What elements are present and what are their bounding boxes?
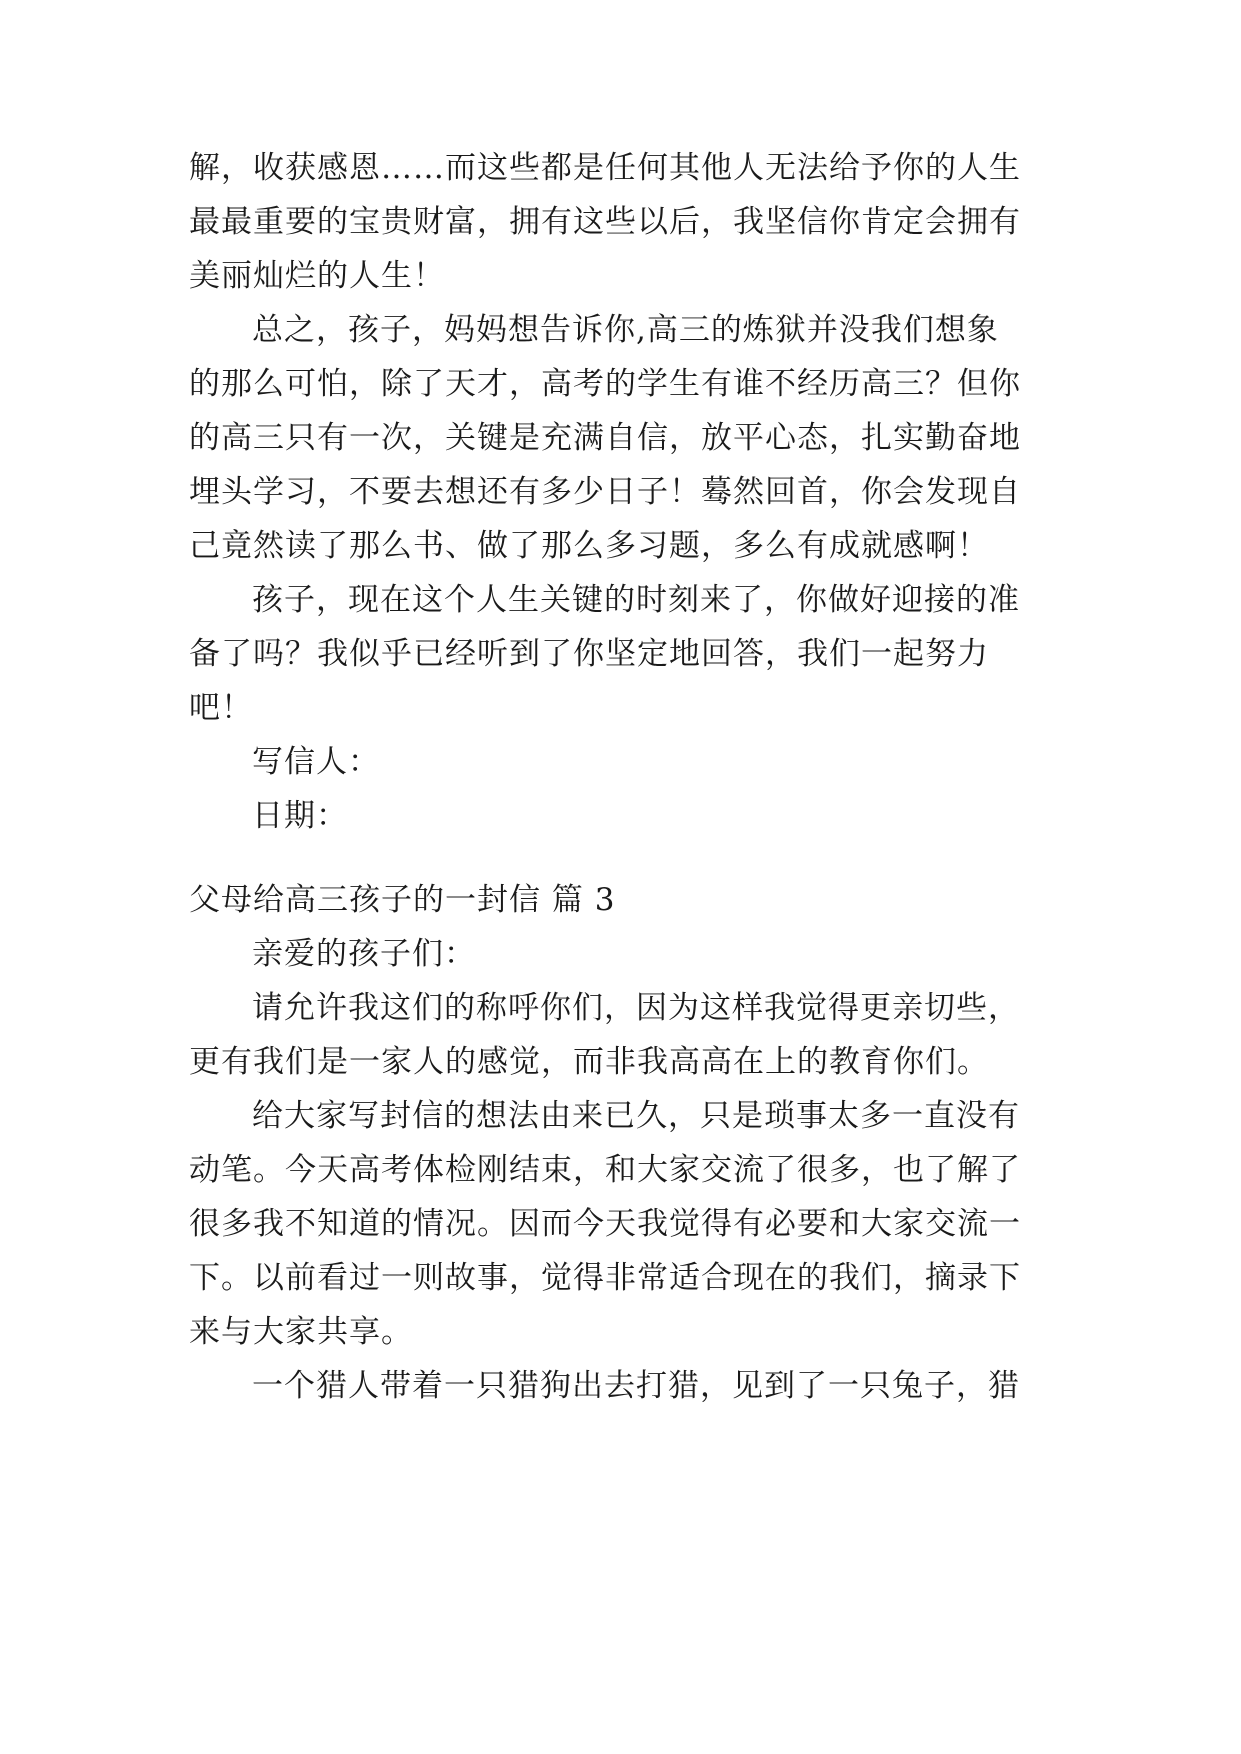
text-line-16: 请允许我这们的称呼你们，因为这样我觉得更亲切些，	[252, 990, 1020, 1026]
text-line-3: 美丽灿烂的人生！	[189, 258, 445, 294]
text-line-5: 的那么可怕，除了天才，高考的学生有谁不经历高三？但你	[189, 366, 1021, 402]
text-line-11: 吧！	[189, 690, 253, 726]
text-line-21: 下。以前看过一则故事，觉得非常适合现在的我们，摘录下	[189, 1260, 1021, 1296]
text-line-8: 己竟然读了那么书、做了那么多习题，多么有成就感啊！	[189, 528, 989, 564]
text-line-22: 来与大家共享。	[189, 1314, 413, 1350]
text-line-1: 解，收获感恩……而这些都是任何其他人无法给予你的人生	[189, 150, 1021, 186]
text-line-20: 很多我不知道的情况。因而今天我觉得有必要和大家交流一	[189, 1206, 1021, 1242]
text-line-19: 动笔。今天高考体检刚结束，和大家交流了很多，也了解了	[189, 1152, 1021, 1188]
text-line-2: 最最重要的宝贵财富，拥有这些以后，我坚信你肯定会拥有	[189, 204, 1021, 240]
section-heading: 父母给高三孩子的一封信 篇 3	[189, 882, 616, 918]
date-label: 日期：	[252, 798, 348, 834]
salutation: 亲爱的孩子们：	[252, 936, 476, 972]
text-line-6: 的高三只有一次，关键是充满自信，放平心态，扎实勤奋地	[189, 420, 1021, 456]
text-line-4: 总之，孩子，妈妈想告诉你,高三的炼狱并没我们想象	[252, 312, 999, 348]
text-line-23: 一个猎人带着一只猎狗出去打猎，见到了一只兔子，猎	[252, 1368, 1020, 1404]
text-line-18: 给大家写封信的想法由来已久，只是琐事太多一直没有	[252, 1098, 1020, 1134]
text-line-17: 更有我们是一家人的感觉，而非我高高在上的教育你们。	[189, 1044, 989, 1080]
text-line-10: 备了吗？我似乎已经听到了你坚定地回答，我们一起努力	[189, 636, 989, 672]
signature-label: 写信人：	[252, 744, 380, 780]
text-line-7: 埋头学习，不要去想还有多少日子！蓦然回首，你会发现自	[189, 474, 1021, 510]
text-line-9: 孩子，现在这个人生关键的时刻来了，你做好迎接的准	[252, 582, 1020, 618]
